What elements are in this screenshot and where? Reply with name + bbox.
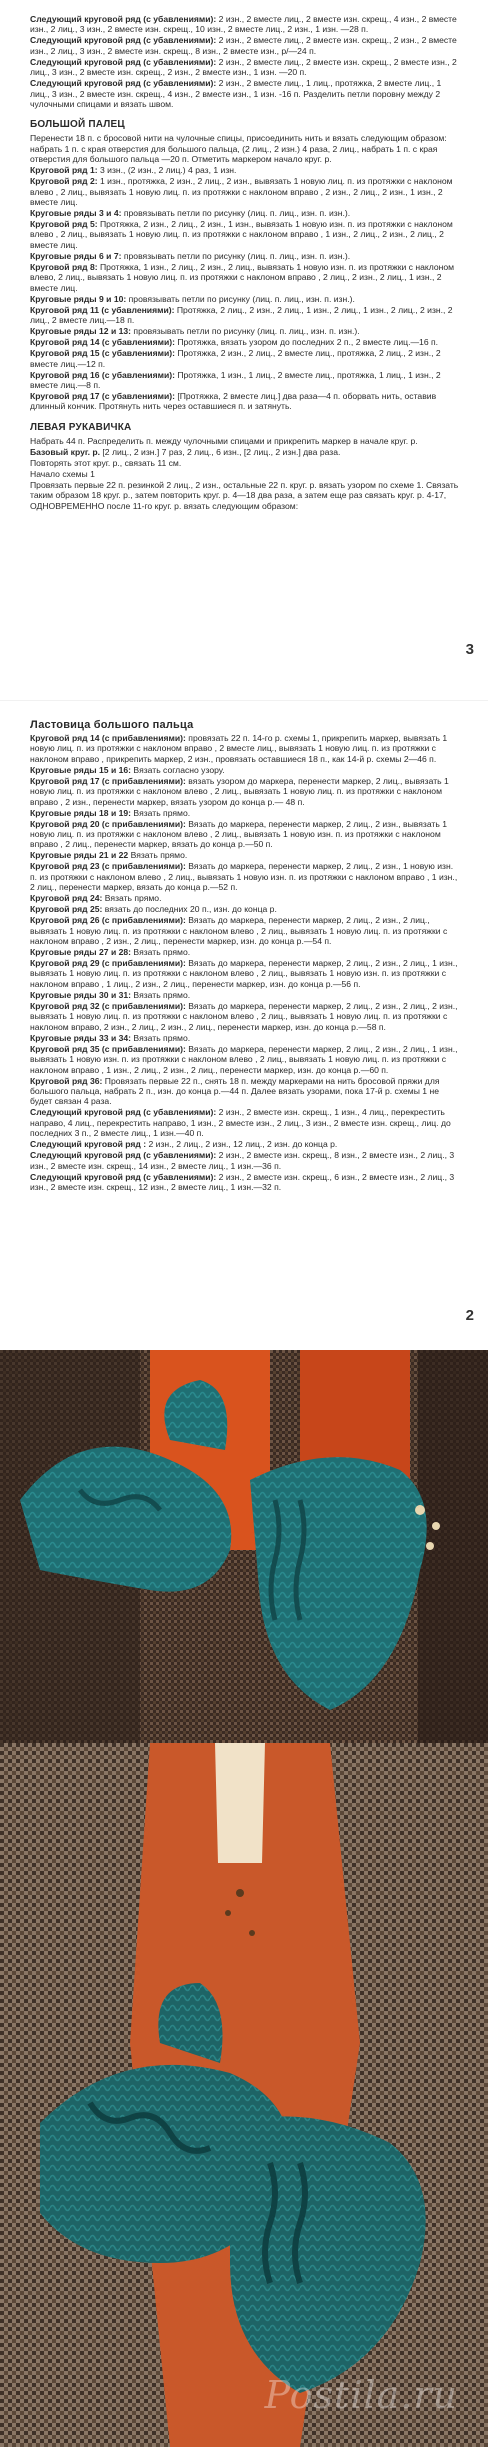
left-para-5 [30,480,460,511]
thumb-row-12-text: Протяжка, 1 изн., 1 лиц., 2 вместе лиц., протяжка, 1 лиц., 1 изн., 2 вместе лиц.—8 п. [30,369,441,390]
thumb-row-1-label: Круговой ряд 1: [30,165,98,176]
pattern-page-gusset [0,700,488,1350]
left-para-1-text: Набрать 44 п. Распределить п. между чулочными спицами и прикрепить маркер в начале круг. р. [30,435,418,446]
gusset-row-17-text: Провязать первые 22 п., снять 18 п. между маркерами на нить бросовой пряжи для большого пальца, набрать 2 п., изн. до конца р.—44 п. Далее вязать узорами, пока 17-й р. схемы 1 не будет связан 4 раза. [30,1075,440,1107]
gusset-row-10 [30,915,460,946]
gusset-row-14-text: Вязать до маркера, перенести маркер, 2 лиц., 2 изн., 2 лиц., 2 изн., вывязать 1 новую лиц. п. из протяжки с наклоном влево , 2 лиц., вывязать 1 новую лиц. п. из протяжки с наклоном вправо, 2 изн., 2 лиц., 2 изн., 2 лиц., перенести маркер, изн. до конца р.—58 п. [30,1000,458,1032]
gusset-row-21-label: Следующий круговой ряд (с убавлениями): [30,1171,217,1182]
gusset-row-10-text: Вязать до маркера, перенести маркер, 2 лиц., 2 изн., 2 лиц., вывязать 1 новую лиц. п. из протяжки с наклоном влево , 2 лиц., вывязать 1 новую лиц. п. из протяжки с наклоном вправо , 2 изн., 2 лиц., перенести маркер, изн. до конца р.—54 п. [30,915,448,947]
mittens-photo-pair [0,1350,488,1743]
thumb-row-13-label: Круговой ряд 17 (с убавлениями): [30,390,175,401]
gusset-row-6-text: Вязать прямо. [128,850,188,861]
thumb-row-1 [30,165,460,175]
thumb-intro: Перенести 18 п. с бросовой нити на чулочные спицы, присоединить нить и вязать следующим образом: набрать 1 п. с края отверстия для большого пальца, (2 лиц., 2 изн.) 4 раза, 2 лиц., набрать 1 п. с края отверстия для большого пальца —20 п. Отметить маркером начало круг. р. [30,133,447,165]
gusset-row-7-text: Вязать до маркера, перенести маркер, 2 лиц., 2 изн., 1 новую изн. п. из протяжки с наклоном влево , 2 лиц., вывязать 1 новую изн. п. из протяжки с наклоном вправо , 1 изн., 2 лиц., перенести маркер, вязать до конца р.—52 п. [30,861,458,893]
thumb-row-11 [30,348,460,369]
gusset-row-10-label: Круговой ряд 26 (с прибавлениями): [30,915,186,926]
intro-row-4-label: Следующий круговой ряд (с убавлениями): [30,78,217,89]
left-para-4 [30,469,460,479]
gusset-row-1 [30,733,460,764]
intro-paragraphs [30,14,460,109]
gusset-row-3-label: Круговой ряд 17 (с прибавлениями): [30,775,186,786]
gusset-row-13-text: Вязать прямо. [131,989,191,1000]
gusset-row-2-text: Вязать согласно узору. [131,764,225,775]
intro-row-2-text: 2 изн., 2 вместе лиц., 2 вместе изн. скрещ., 2 изн., 2 вместе изн., 2 лиц., 3 изн., 2 вместе изн. скрещ., 8 изн., 2 вместе изн., р/—24 п. [30,35,457,56]
gusset-row-15-text: Вязать прямо. [131,1032,191,1043]
gusset-row-11 [30,947,460,957]
intro-row-1 [30,14,460,35]
thumb-row-10-text: Протяжка, вязать узором до последних 2 п., 2 вместе лиц.—16 п. [174,337,439,348]
intro-row-2-label: Следующий круговой ряд (с убавлениями): [30,35,217,46]
gusset-row-16-label: Круговой ряд 35 (с прибавлениями): [30,1043,186,1054]
gusset-row-2-label: Круговые ряды 15 и 16: [30,764,132,775]
thumb-row-7-label: Круговые ряды 9 и 10: [30,293,127,304]
intro-row-1-text: 2 изн., 2 вместе лиц., 2 вместе изн. скрещ., 4 изн., 2 вместе изн., 2 лиц., 3 изн., 2 вместе изн. скрещ., 10 изн., 2 вместе лиц., 2 изн., 1 изн. —28 п. [30,14,457,35]
mittens-photo-closeup [0,1743,488,2447]
thumb-row-9-text: провязывать петли по рисунку (лиц. п. лиц., изн. п. изн.). [131,326,360,337]
thumb-row-6-text: Протяжка, 1 изн., 2 лиц., 2 изн., 2 лиц., вывязать 1 новую изн. п. из протяжки с наклоном влево, 2 лиц., вывязать 1 новую лиц. п. из протяжки с наклоном вправо , 2 лиц., 2 изн., 2 лиц., 1 изн., 2 вместе лиц. [30,261,455,293]
gusset-row-6-label: Круговые ряды 21 и 22 [30,850,129,861]
left-para-3 [30,458,460,468]
gusset-row-2 [30,765,460,775]
gusset-row-16 [30,1044,460,1075]
left-para-2-label: Базовый круг. р. [30,446,101,457]
gusset-row-12-text: Вязать до маркера, перенести маркер, 2 лиц., 2 изн., 2 лиц., 1 изн., вывязать 1 новую лиц. п. из протяжки с наклоном влево , 2 лиц., вывязать 1 новую изн. п. из протяжки с наклоном вправо , 1 лиц., 2 изн., 2 лиц., перенести маркер, изн. до конца р.—56 п. [30,958,458,989]
heading-left-mitten: ЛЕВАЯ РУКАВИЧКА [30,421,132,433]
thumb-row-8-label: Круговой ряд 11 (с убавлениями): [30,304,175,315]
gusset-row-17-label: Круговой ряд 36: [30,1075,103,1086]
left-para-4-text: Начало схемы 1 [30,468,95,479]
left-para-2-text: [2 лиц., 2 изн.] 7 раз, 2 лиц., 6 изн., [2 лиц., 2 изн.] два раза. [100,446,341,457]
mittens-photo-closeup-image [0,1743,488,2447]
gusset-row-18 [30,1107,460,1138]
left-para-2 [30,447,460,457]
heading-thumb: БОЛЬШОЙ ПАЛЕЦ [30,119,125,131]
gusset-row-9 [30,904,460,914]
gusset-row-5-label: Круговой ряд 20 (с прибавлениями): [30,818,186,829]
gusset-row-3-text: вязать узором до маркера, перенести маркер, 2 лиц., вывязать 1 новую лиц. п. из протяжки с наклоном влево , 2 лиц., вывязать 1 новую лиц. п. из протяжки с наклоном вправо , 2 изн., перенести маркер, вязать узором до конца р.— 48 п. [30,775,449,807]
gusset-row-20 [30,1150,460,1171]
gusset-row-13 [30,990,460,1000]
intro-row-3-text: 2 изн., 2 вместе лиц., 2 вместе изн. скрещ., 2 вместе изн., 2 лиц., 3 изн., 2 вместе изн. скрещ., 2 изн., 2 вместе изн., 1 изн. —20 п. [30,56,457,78]
thumb-row-6-label: Круговой ряд 8: [30,261,98,272]
intro-row-4-text: 2 изн., 2 вместе лиц., 1 лиц., протяжка, 2 вместе лиц., 1 лиц., 3 изн., 2 вместе изн. скрещ., 4 изн., 2 вместе изн., 1 изн. -16 п. Разделить петли поровну между 2 чулочными спицами и вязать швом. [30,78,442,110]
thumb-row-8 [30,305,460,326]
gusset-row-7 [30,861,460,892]
pattern-page-top [0,0,488,700]
gusset-row-16-text: Вязать до маркера, перенести маркер, 2 лиц., 2 изн., 2 лиц., 1 изн., вывязать 1 новую изн. п. из протяжки с наклоном влево , 2 лиц., вывязать 1 новую лиц. п. из протяжки с наклоном вправо , 1 изн., 2 лиц., 2 изн., 2 лиц., перенести маркер, изн. до конца р.—60 п. [30,1043,458,1075]
gusset-row-21-text: 2 изн., 2 вместе изн. скрещ., 6 изн., 2 вместе изн., 2 лиц., 3 изн., 2 вместе изн. скрещ., 12 изн., 2 вместе лиц., 1 изн.—32 п. [30,1171,455,1192]
mittens-photo-pair-image [0,1350,488,1743]
thumb-row-12 [30,370,460,391]
thumb-row-3-text: провязывать петли по рисунку (лиц. п. лиц., изн. п. изн.). [121,208,351,219]
gusset-row-19-text: 2 изн., 2 лиц., 2 изн., 12 лиц., 2 изн. до конца р. [146,1139,338,1150]
thumb-rows [30,165,460,411]
left-para-1 [30,436,460,446]
gusset-row-18-label: Следующий круговой ряд (с убавлениями): [30,1107,217,1118]
thumb-row-2-text: 1 изн., протяжка, 2 изн., 2 лиц., 2 изн., вывязать 1 новую лиц. п. из протяжки с наклоном влево , 2 лиц., вывязать 1 новую лиц. п. из протяжки с наклоном вправо , 2 изн., 2 лиц., 2 изн., 1 изн., 2 вместе лиц. [30,176,453,208]
thumb-row-13 [30,391,460,412]
thumb-row-7 [30,294,460,304]
thumb-row-5 [30,251,460,261]
gusset-row-13-label: Круговые ряды 30 и 31: [30,989,132,1000]
intro-row-3-label: Следующий круговой ряд (с убавлениями): [30,56,217,67]
gusset-row-21 [30,1172,460,1193]
intro-row-3 [30,57,460,78]
thumb-row-10-label: Круговой ряд 14 (с убавлениями): [30,337,175,348]
intro-row-2 [30,35,460,56]
thumb-row-9-label: Круговые ряды 12 и 13: [30,326,132,337]
page-number-3: 3 [465,641,474,658]
gusset-row-8-label: Круговой ряд 24: [30,893,103,904]
gusset-row-20-label: Следующий круговой ряд (с убавлениями): [30,1150,217,1161]
thumb-row-1-text: 3 изн., (2 изн., 2 лиц.) 4 раз, 1 изн. [97,165,237,176]
thumb-row-5-text: провязывать петли по рисунку (лиц. п. лиц., изн. п. изн.). [121,250,351,261]
gusset-row-18-text: 2 изн., 2 вместе изн. скрещ., 1 изн., 4 лиц., перекрестить направо, 4 лиц., перекрестить направо, 1 изн., 2 вместе изн., 2 лиц., 3 изн., 2 вместе изн. скрещ., лиц. до последних 3 п., 2 вместе лиц., 1 изн.—40 п. [30,1107,451,1139]
gusset-rows [30,733,460,1192]
thumb-row-5-label: Круговые ряды 6 и 7: [30,250,122,261]
thumb-row-6 [30,262,460,293]
gusset-row-19 [30,1139,460,1149]
gusset-row-15 [30,1033,460,1043]
gusset-row-17 [30,1076,460,1107]
gusset-row-20-text: 2 изн., 2 вместе изн. скрещ., 8 изн., 2 вместе изн., 2 лиц., 3 изн., 2 вместе изн. скрещ., 14 изн., 2 вместе лиц., 1 изн.—36 п. [30,1150,455,1171]
left-para-5-text: Провязать первые 22 п. резинкой 2 лиц., 2 изн., остальные 22 п. круг. р. вязать узором по схеме 1. Связать таким образом 18 круг. р., затем повторить круг. р. 4—18 два раза, а затем еще раз связать круг. р. 4-17, ОДНОВРЕМЕННО после 11-го круг. р. вязать следующим образом: [30,479,459,511]
thumb-row-12-label: Круговой ряд 16 (с убавлениями): [30,369,175,380]
gusset-row-9-text: вязать до последних 20 п., изн. до конца р. [102,904,277,915]
heading-gusset: Ластовица большого пальца [30,719,194,731]
gusset-row-14 [30,1001,460,1032]
gusset-row-4-label: Круговые ряды 18 и 19: [30,807,132,818]
gusset-row-1-label: Круговой ряд 14 (с прибавлениями): [30,733,186,743]
gusset-row-14-label: Круговой ряд 32 (с прибавлениями): [30,1000,186,1011]
gusset-row-5-text: Вязать до маркера, перенести маркер, 2 лиц., 2 изн., вывязать 1 новую лиц. п. из протяжки с наклоном влево , 2 лиц., вывязать 1 новую изн. п. из протяжки с наклоном вправо , 2 лиц., перенести маркер, вязать до конца р.—50 п. [30,818,447,850]
gusset-row-9-label: Круговой ряд 25: [30,904,103,915]
gusset-row-12 [30,958,460,989]
left-mitten-paragraphs [30,436,460,511]
thumb-row-2 [30,176,460,207]
gusset-row-4 [30,808,460,818]
gusset-row-7-label: Круговой ряд 23 (с прибавлениями): [30,861,186,872]
thumb-row-11-label: Круговой ряд 15 (с убавлениями): [30,348,175,359]
thumb-row-7-text: провязывать петли по рисунку (лиц. п. лиц., изн. п. изн.). [126,293,355,304]
gusset-row-3 [30,776,460,807]
thumb-row-4 [30,219,460,250]
thumb-row-8-text: Протяжка, 2 лиц., 2 изн., 2 лиц., 1 изн., 2 лиц., 1 изн., 2 лиц., 2 изн., 2 лиц., 2 вместе лиц.—18 п. [30,304,453,326]
thumb-row-2-label: Круговой ряд 2: [30,176,98,187]
page-number-2: 2 [465,1307,474,1324]
thumb-row-10 [30,337,460,347]
gusset-row-6 [30,850,460,860]
left-para-3-text: Повторять этот круг. р., связать 11 см. [30,457,182,468]
gusset-row-11-label: Круговые ряды 27 и 28: [30,947,132,958]
thumb-row-13-text: [Протяжка, 2 вместе лиц.] два раза—4 п. оборвать нить, оставив длинный кончик. Протянуть нить через оставшиеся п. и затянуть. [30,390,437,412]
gusset-row-15-label: Круговые ряды 33 и 34: [30,1032,132,1043]
gusset-row-5 [30,819,460,850]
gusset-row-1-text: провязать 22 п. 14-го р. схемы 1, прикрепить маркер, вывязать 1 новую лиц. п. из протяжки с наклоном вправо , 2 вместе лиц., вывязать 1 новую лиц. п. из протяжки с наклоном вправо , прикрепить маркер, 2 изн., провязать оставшиеся 18 п., как 14-й р. схемы 2—46 п. [30,733,448,764]
gusset-row-8-text: Вязать прямо. [102,893,162,904]
thumb-row-4-text: Протяжка, 2 изн., 2 лиц., 2 изн., 1 изн., вывязать 1 новую изн. п. из протяжки с наклоном влево , 2 лиц., вывязать 1 новую лиц. п. из протяжки с наклоном вправо , 1 изн., 2 лиц., 2 изн., 2 лиц., 2 вместе лиц. [30,219,453,250]
thumb-row-9 [30,326,460,336]
watermark-text: Postila.ru [264,2373,458,2417]
gusset-row-19-label: Следующий круговой ряд : [30,1139,147,1150]
gusset-row-11-text: Вязать прямо. [131,947,191,958]
thumb-row-3 [30,208,460,218]
thumb-row-3-label: Круговые ряды 3 и 4: [30,208,122,219]
intro-row-4 [30,78,460,109]
thumb-row-4-label: Круговой ряд 5: [30,219,98,230]
gusset-row-12-label: Круговой ряд 29 (с прибавлениями): [30,958,186,969]
intro-row-1-label: Следующий круговой ряд (с убавлениями): [30,14,217,24]
gusset-row-4-text: Вязать прямо. [131,807,191,818]
thumb-row-11-text: Протяжка, 2 изн., 2 лиц., 2 вместе лиц., протяжка, 2 лиц., 2 изн., 2 вместе лиц.—12 п. [30,348,441,369]
gusset-row-8 [30,893,460,903]
